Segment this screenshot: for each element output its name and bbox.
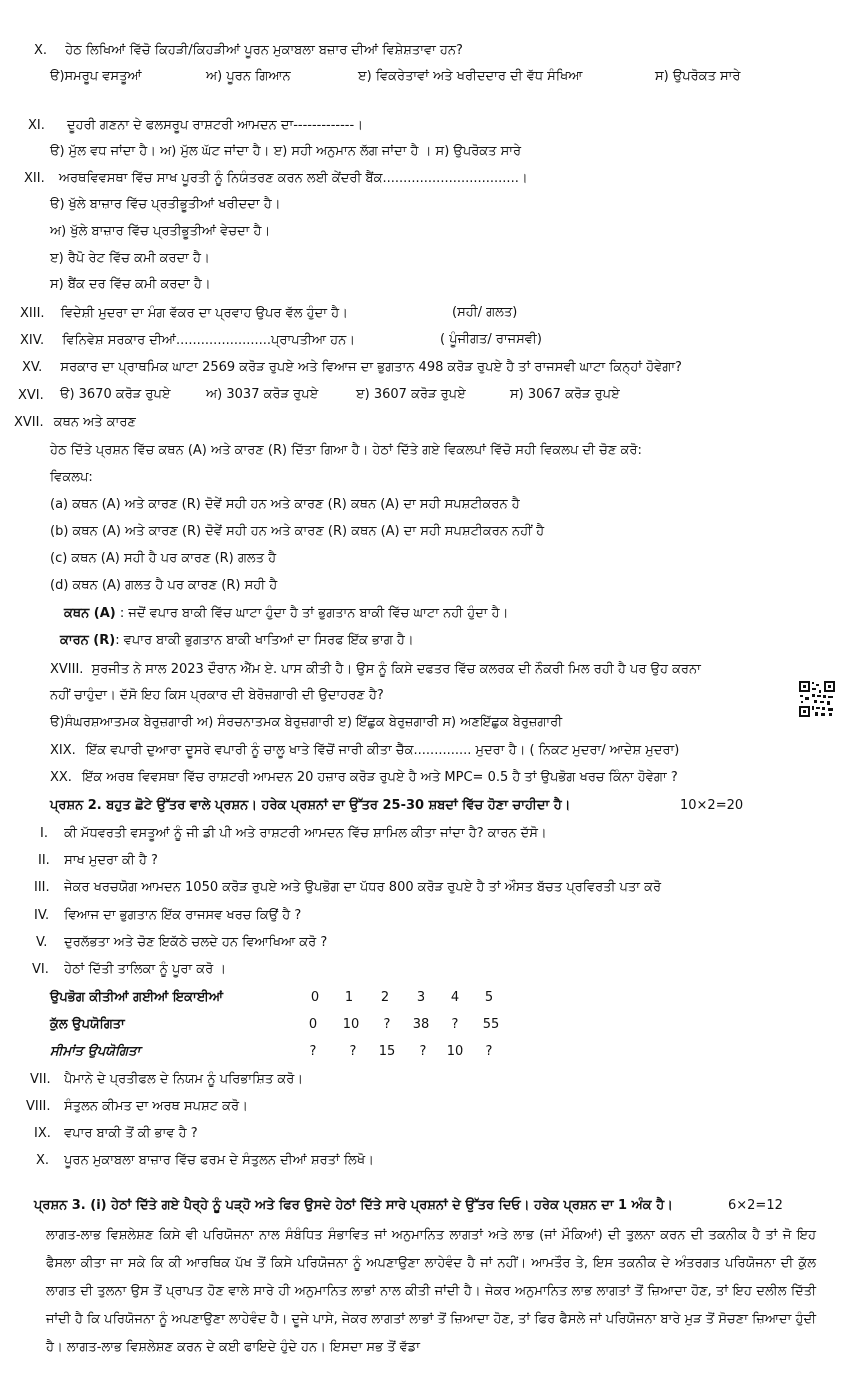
- question-text: ਵਿਦੇਸ਼ੀ ਮੁਦਰਾ ਦਾ ਮੰਗ ਵੱਕਰ ਦਾ ਪ੍ਰਵਾਹ ਉਪਰ ਵੱਲ ਹੁੰਦਾ ਹੈ।: [60, 306, 348, 321]
- question-xvi-number: XVI.: [18, 388, 44, 403]
- choice-hint: ( ਪੂੰਜੀਗਤ/ ਰਾਜਸਵੀ): [440, 332, 542, 347]
- question-number: XIX.: [50, 743, 76, 758]
- table-cell: 4: [450, 990, 460, 1005]
- question-x: [34, 42, 463, 60]
- question-text: ਵਿਨਿਵੇਸ਼ ਸਰਕਾਰ ਦੀਆਂ.......................ਪ੍ਰਾਪਤੀਆ ਹਨ।: [62, 333, 355, 348]
- option-d: ਸ) 3067 ਕਰੋੜ ਰੁਪਏ: [510, 387, 620, 402]
- section-heading-q3: ਪ੍ਰਸ਼ਨ 3. (i) ਹੇਠਾਂ ਦਿੱਤੇ ਗਏ ਪੈਰ੍ਹੇ ਨੂੰ ਪੜ੍ਹੋ ਅਤੇ ਫਿਰ ਉਸਦੇ ਹੇਠਾਂ ਦਿੱਤੇ ਸਾਰੇ ਪ੍ਰਸ਼ਨਾਂ ਦੇ ਉੱਤਰ ਦਿਓ। ਹਰੇਕ ਪ੍ਰਸ਼ਨ ਦਾ 1 ਅੰਕ ਹੈ।: [34, 1198, 673, 1213]
- option-b: ਅ) ਖੁੱਲੇ ਬਾਜ਼ਾਰ ਵਿੱਚ ਪ੍ਰਤੀਭੂਤੀਆਂ ਵੇਚਦਾ ਹੈ।: [50, 224, 271, 239]
- option-a: (a) ਕਥਨ (A) ਅਤੇ ਕਾਰਣ (R) ਦੋਵੇਂ ਸਹੀ ਹਨ ਅਤੇ ਕਾਰਣ (R) ਕਥਨ (A) ਦਾ ਸਹੀ ਸਪਸ਼ਟੀਕਰਨ ਹੈ: [50, 497, 520, 512]
- question-text: ਹੇਠ ਲਿਖਿਆਂ ਵਿੱਚੋ ਕਿਹੜੀ/ਕਿਹੜੀਆਂ ਪੂਰਨ ਮੁਕਾਬਲਾ ਬਜ਼ਾਰ ਦੀਆਂ ਵਿਸ਼ੇਸ਼ਤਾਵਾ ਹਨ?: [65, 43, 463, 58]
- question-q2-ix: [34, 1125, 198, 1143]
- option-d: ਸ) ਬੈਂਕ ਦਰ ਵਿੱਚ ਕਮੀ ਕਰਦਾ ਹੈ।: [50, 277, 211, 292]
- question-text-line1: ਸੁਰਜੀਤ ਨੇ ਸਾਲ 2023 ਦੌਰਾਨ ਐੱਮ ਏ. ਪਾਸ ਕੀਤੀ ਹੈ। ਉਸ ਨੂੰ ਕਿਸੇ ਦਫਤਰ ਵਿੱਚ ਕਲਰਕ ਦੀ ਨੌਕਰੀ ਮਿਲ ਰਹੀ ਹੈ ਪਰ ਉਹ ਕਰਨਾ: [91, 662, 701, 677]
- qr-code-icon: [798, 680, 836, 718]
- question-text: ਸੰਤੁਲਨ ਕੀਮਤ ਦਾ ਅਰਥ ਸਪਸ਼ਟ ਕਰੋ।: [64, 1099, 248, 1114]
- option-d: ਸ) ਉਪਰੋਕਤ ਸਾਰੇ: [655, 69, 741, 84]
- option-c: ੲ) ਰੈਪੋ ਰੇਟ ਵਿੱਚ ਕਮੀ ਕਰਦਾ ਹੈ।: [50, 251, 210, 266]
- question-number: VII.: [30, 1072, 51, 1087]
- question-number: IV.: [34, 908, 50, 923]
- question-number: I.: [40, 826, 48, 841]
- question-number: X.: [34, 43, 48, 58]
- question-number: II.: [38, 853, 50, 868]
- question-text: ਅਰਥਵਿਵਸਥਾ ਵਿੱਚ ਸਾਖ ਪੂਰਤੀ ਨੂੰ ਨਿਯੰਤਰਣ ਕਰਨ ਲਈ ਕੇਂਦਰੀ ਬੈਂਕ.................................।: [58, 171, 528, 186]
- question-number: XIII.: [20, 306, 45, 321]
- option-a: ੳ) ਖੁੱਲੇ ਬਾਜ਼ਾਰ ਵਿੱਚ ਪ੍ਰਤੀਭੂਤੀਆਂ ਖਰੀਦਦਾ ਹੈ।: [50, 197, 281, 212]
- question-xii: [24, 170, 528, 188]
- question-xiv: [20, 332, 355, 350]
- option-b: ਅ) 3037 ਕਰੋੜ ਰੁਪਏ: [206, 387, 319, 402]
- table-cell: 0: [308, 1017, 318, 1032]
- question-text: ਜੇਕਰ ਖਰਚਯੋਗ ਆਮਦਨ 1050 ਕਰੋੜ ਰੁਪਏ ਅਤੇ ਉਪਭੋਗ ਦਾ ਪੱਧਰ 800 ਕਰੋੜ ਰੁਪਏ ਹੈ ਤਾਂ ਔਸਤ ਬੱਚਤ ਪ੍ਰਵਿਰਤੀ ਪਤਾ ਕਰੋ: [64, 880, 662, 895]
- question-q2-iv: [34, 907, 301, 925]
- question-number: III.: [34, 880, 50, 895]
- question-title: ਕਥਨ ਅਤੇ ਕਾਰਣ: [53, 415, 136, 430]
- question-text: ਇੱਕ ਵਪਾਰੀ ਦੁਆਰਾ ਦੂਸਰੇ ਵਪਾਰੀ ਨੂੰ ਚਾਲੂ ਖਾਤੇ ਵਿੱਚੋਂ ਜਾਰੀ ਕੀਤਾ ਚੈੱਕ.............. ਮੁਦਰਾ ਹੈ। ( ਨਿਕਟ ਮੁਦਰਾ/ ਆਦੇਸ਼ ਮੁਦਰਾ): [85, 743, 680, 758]
- table-cell: ?: [349, 1044, 357, 1059]
- section-heading-q2: ਪ੍ਰਸ਼ਨ 2. ਬਹੁਤ ਛੋਟੇ ਉੱਤਰ ਵਾਲੇ ਪ੍ਰਸ਼ਨ। ਹਰੇਕ ਪ੍ਰਸ਼ਨਾਂ ਦਾ ਉੱਤਰ 25-30 ਸ਼ਬਦਾਂ ਵਿੱਚ ਹੋਣਾ ਚਾਹੀਦਾ ਹੈ।: [50, 798, 571, 813]
- option-b: ਅ) ਪੂਰਨ ਗਿਆਨ: [206, 69, 291, 84]
- question-number: X.: [36, 1153, 50, 1168]
- passage-paragraph: ਲਾਗਤ-ਲਾਭ ਵਿਸ਼ਲੇਸ਼ਣ ਕਿਸੇ ਵੀ ਪਰਿਯੋਜਨਾ ਨਾਲ ਸੰਬੰਧਿਤ ਸੰਭਾਵਿਤ ਜਾਂ ਅਨੁਮਾਨਿਤ ਲਾਗਤਾਂ ਅਤੇ ਲਾਭ (ਜਾਂ ਮੌਕਿਆਂ) ਦੀ ਤੁਲਨਾ ਕਰਨ ਦੀ ਤਕਨੀਕ ਹੈ ਤਾਂ ਜੋ ਇਹ ਫੈਸਲਾ ਕੀਤਾ ਜਾ ਸਕੇ ਕਿ ਕੀ ਆਰਥਿਕ ਪੱਖ ਤੋਂ ਕਿਸੇ ਪਰਿਯੋਜਨਾ ਨੂੰ ਅਪਣਾਉਣਾ ਲਾਹੇਵੰਦ ਹੈ ਜਾਂ ਨਹੀਂ। ਆਮਤੌਰ ਤੇ, ਇਸ ਤਕਨੀਕ ਦੇ ਅੰਤਰਗਤ ਪਰਿਯੋਜਨਾ ਦੀ ਕੁੱਲ ਲਾਗਤ ਦੀ ਤੁਲਨਾ ਉਸ ਤੋਂ ਪ੍ਰਾਪਤ ਹੋਣ ਵਾਲੇ ਸਾਰੇ ਹੀ ਅਨੁਮਾਨਿਤ ਲਾਭਾਂ ਨਾਲ ਕੀਤੀ ਜਾਂਦੀ ਹੈ। ਜੇਕਰ ਅਨੁਮਾਨਿਤ ਲਾਭ ਲਾਗਤਾਂ ਤੋਂ ਜ਼ਿਆਦਾ ਹੋਣ, ਤਾਂ ਇਹ ਦਲੀਲ ਦਿੱਤੀ ਜਾਂਦੀ ਹੈ ਕਿ ਪਰਿਯੋਜਨਾ ਨੂੰ ਅਪਣਾਉਣਾ ਲਾਹੇਵੰਦ ਹੈ। ਦੂਜੇ ਪਾਸੇ, ਜੇਕਰ ਲਾਗਤਾਂ ਲਾਭਾਂ ਤੋਂ ਜ਼ਿਆਦਾ ਹੋਣ, ਤਾਂ ਫਿਰ ਫੈਸਲੇ ਜਾਂ ਪਰਿਯੋਜਨਾ ਬਾਰੇ ਮੁੜ ਤੋਂ ਸੋਚਣਾ ਜ਼ਿਆਦਾ ਹੁੰਦੀ ਹੈ। ਲਾਗਤ-ਲਾਭ ਵਿਸ਼ਲੇਸ਼ਣ ਕਰਨ ਦੇ ਕਈ ਫਾਇਦੇ ਹੁੰਦੇ ਹਨ। ਇਸਦਾ ਸਭ ਤੋਂ ਵੱਡਾ: [46, 1228, 816, 1355]
- question-text: ਦੁਰਲੱਭਤਾ ਅਤੇ ਚੋਣ ਇਕੱਠੇ ਚਲਦੇ ਹਨ ਵਿਆਖਿਆ ਕਰੋ ?: [64, 935, 328, 950]
- question-number: XV.: [22, 360, 43, 375]
- question-number: XVII.: [14, 415, 44, 430]
- question-text: ਸਾਖ ਮੁਦਰਾ ਕੀ ਹੈ ?: [64, 853, 158, 868]
- option-a: ੳ) 3670 ਕਰੋੜ ਰੁਪਏ: [60, 387, 171, 402]
- question-number: XII.: [24, 171, 45, 186]
- table-cell: ?: [419, 1044, 427, 1059]
- question-text: ਸਰਕਾਰ ਦਾ ਪ੍ਰਾਥਮਿਕ ਘਾਟਾ 2569 ਕਰੋੜ ਰੁਪਏ ਅਤੇ ਵਿਆਜ ਦਾ ਭੁਗਤਾਨ 498 ਕਰੋੜ ਰੁਪਏ ਹੈ ਤਾਂ ਰਾਜਸਵੀ ਘਾਟਾ ਕਿਨ੍ਹਾਂ ਹੋਵੇਗਾ?: [60, 360, 682, 375]
- options-label: ਵਿਕਲਪ:: [50, 470, 93, 485]
- section-marks-q2: 10×2=20: [680, 798, 744, 813]
- question-q2-v: [36, 934, 327, 952]
- table-row-label: ਉਪਭੋਗ ਕੀਤੀਆਂ ਗਈਆਂ ਇਕਾਈਆਂ: [50, 990, 223, 1005]
- option-d: (d) ਕਥਨ (A) ਗਲਤ ਹੈ ਪਰ ਕਾਰਣ (R) ਸਹੀ ਹੈ: [50, 578, 278, 593]
- question-number: VIII.: [26, 1099, 51, 1114]
- question-xviii: [50, 661, 701, 679]
- table-cell: 0: [310, 990, 320, 1005]
- question-xi: [28, 117, 363, 135]
- instruction: ਹੇਠ ਦਿੱਤੇ ਪ੍ਰਸ਼ਨ ਵਿੱਚ ਕਥਨ (A) ਅਤੇ ਕਾਰਣ (R) ਦਿੱਤਾ ਗਿਆ ਹੈ। ਹੇਠਾਂ ਦਿੱਤੇ ਗਏ ਵਿਕਲਪਾਂ ਵਿੱਚੋ ਸਹੀ ਵਿਕਲਪ ਦੀ ਚੋਣ ਕਰੋ:: [50, 443, 642, 458]
- question-number: VI.: [32, 962, 49, 977]
- question-text: ਪੂਰਨ ਮੁਕਾਬਲਾ ਬਾਜ਼ਾਰ ਵਿੱਚ ਫਰਮ ਦੇ ਸੰਤੁਲਨ ਦੀਆਂ ਸ਼ਰਤਾਂ ਲਿਖੋ।: [64, 1153, 374, 1168]
- question-text: ਦੂਹਰੀ ਗਣਨਾ ਦੇ ਫਲਸਰੂਪ ਰਾਸ਼ਟਰੀ ਆਮਦਨ ਦਾ-------------।: [67, 118, 363, 133]
- section-marks-q3: 6×2=12: [728, 1198, 783, 1213]
- question-number: XX.: [50, 770, 72, 785]
- question-xv: [22, 359, 682, 377]
- option-b: (b) ਕਥਨ (A) ਅਤੇ ਕਾਰਣ (R) ਦੋਵੇਂ ਸਹੀ ਹਨ ਅਤੇ ਕਾਰਣ (R) ਕਥਨ (A) ਦਾ ਸਹੀ ਸਪਸ਼ਟੀਕਰਨ ਨਹੀਂ ਹੈ: [50, 524, 545, 539]
- table-row-label: ਕੁੱਲ ਉਪਯੋਗਿਤਾ: [50, 1017, 125, 1032]
- question-q2-x: [36, 1152, 374, 1170]
- question-xiii: [20, 305, 348, 323]
- assertion-label: ਕਥਨ (A): [64, 606, 116, 621]
- question-text: ਇੱਕ ਅਰਥ ਵਿਵਸਥਾ ਵਿੱਚ ਰਾਸ਼ਟਰੀ ਆਮਦਨ 20 ਹਜ਼ਾਰ ਕਰੋੜ ਰੁਪਏ ਹੈ ਅਤੇ MPC= 0.5 ਹੈ ਤਾਂ ਉਪਭੋਗ ਖਰਚ ਕਿੰਨਾ ਹੋਵੇਗਾ ?: [82, 770, 678, 785]
- table-cell: 38: [412, 1017, 430, 1032]
- question-text: ਹੇਠਾਂ ਦਿੱਤੀ ਤਾਲਿਕਾ ਨੂੰ ਪੂਰਾ ਕਰੋ ।: [64, 962, 227, 977]
- option-a: ੳ)ਸਮਰੂਪ ਵਸਤੂਆਂ: [50, 69, 142, 84]
- table-cell: ?: [309, 1044, 317, 1059]
- question-number: XIV.: [20, 333, 45, 348]
- table-cell: 3: [416, 990, 426, 1005]
- question-number: IX.: [34, 1126, 51, 1141]
- question-xix: [50, 742, 679, 760]
- question-number: V.: [36, 935, 48, 950]
- table-cell: ?: [485, 1044, 493, 1059]
- question-text-line2: ਨਹੀਂ ਚਾਹੁੰਦਾ। ਦੱਸੋ ਇਹ ਕਿਸ ਪ੍ਰਕਾਰ ਦੀ ਬੇਰੋਜ਼ਗਾਰੀ ਦੀ ਉਦਾਹਰਣ ਹੈ?: [50, 688, 384, 703]
- assertion-text: : ਜਦੋਂ ਵਪਾਰ ਬਾਕੀ ਵਿੱਚ ਘਾਟਾ ਹੁੰਦਾ ਹੈ ਤਾਂ ਭੁਗਤਾਨ ਬਾਕੀ ਵਿੱਚ ਘਾਟਾ ਨਹੀ ਹੁੰਦਾ ਹੈ।: [115, 606, 509, 621]
- option-c: ੲ) 3607 ਕਰੋੜ ਰੁਪਏ: [356, 387, 466, 402]
- reason-text: : ਵਪਾਰ ਬਾਕੀ ਭੁਗਤਾਨ ਬਾਕੀ ਖਾਤਿਆਂ ਦਾ ਸਿਰਫ ਇੱਕ ਭਾਗ ਹੈ।: [115, 633, 414, 648]
- question-xx: [50, 769, 678, 787]
- question-number: XVIII.: [50, 662, 84, 677]
- question-q2-vii: [30, 1071, 303, 1089]
- table-cell: 1: [344, 990, 354, 1005]
- table-cell: 10: [446, 1044, 464, 1059]
- question-q2-i: [40, 825, 547, 843]
- assertion: [64, 606, 508, 621]
- question-text: ਕੀ ਮੱਧਵਰਤੀ ਵਸਤੂਆਂ ਨੂੰ ਜੀ ਡੀ ਪੀ ਅਤੇ ਰਾਸ਼ਟਰੀ ਆਮਦਨ ਵਿੱਚ ਸ਼ਾਮਿਲ ਕੀਤਾ ਜਾਂਦਾ ਹੈ? ਕਾਰਨ ਦੱਸੋ।: [64, 826, 547, 841]
- question-q2-ii: [38, 852, 158, 870]
- question-q2-iii: [34, 879, 661, 897]
- question-number: XI.: [28, 118, 45, 133]
- question-text: ਪੈਮਾਨੇ ਦੇ ਪ੍ਰਤੀਫਲ ਦੇ ਨਿਯਮ ਨੂੰ ਪਰਿਭਾਸ਼ਿਤ ਕਰੋ।: [64, 1072, 304, 1087]
- options-line: ੳ)ਸੰਘਰਸ਼ਆਤਮਕ ਬੇਰੁਜ਼ਗਾਰੀ ਅ) ਸੰਰਚਨਾਤਮਕ ਬੇਰੁਜ਼ਗਾਰੀ ੲ) ਇੱਛੁਕ ਬੇਰੁਜ਼ਗਾਰੀ ਸ) ਅਣਇੱਛੁਕ ਬੇਰੁਜ਼ਗਾਰੀ: [50, 715, 563, 730]
- option-c: ੲ) ਵਿਕਰੇਤਾਵਾਂ ਅਤੇ ਖਰੀਦਦਾਰ ਦੀ ਵੱਧ ਸੰਖਿਆ: [358, 69, 583, 84]
- table-cell: ?: [383, 1017, 391, 1032]
- table-cell: 15: [378, 1044, 396, 1059]
- table-cell: ?: [451, 1017, 459, 1032]
- table-cell: 2: [380, 990, 390, 1005]
- question-text: ਵਿਆਜ ਦਾ ਭੁਗਤਾਨ ਇੱਕ ਰਾਜਸਵ ਖਰਚ ਕਿਉਂ ਹੈ ?: [64, 908, 302, 923]
- table-cell: 55: [482, 1017, 500, 1032]
- question-text: ਵਪਾਰ ਬਾਕੀ ਤੋਂ ਕੀ ਭਾਵ ਹੈ ?: [64, 1126, 198, 1141]
- table-cell: 10: [342, 1017, 360, 1032]
- table-row-label: ਸੀਮਾਂਤ ਉਪਯੋਗਿਤਾ: [50, 1044, 141, 1059]
- option-c: (c) ਕਥਨ (A) ਸਹੀ ਹੈ ਪਰ ਕਾਰਣ (R) ਗਲਤ ਹੈ: [50, 551, 277, 566]
- reason: [60, 633, 414, 648]
- question-xvii: [14, 414, 136, 432]
- reason-label: ਕਾਰਨ (R): [60, 633, 116, 648]
- choice-hint: (ਸਹੀ/ ਗਲਤ): [452, 305, 518, 320]
- question-q2-vi: [32, 961, 226, 979]
- options-line: ੳ) ਮੁੱਲ ਵਧ ਜਾਂਦਾ ਹੈ। ਅ) ਮੁੱਲ ਘੱਟ ਜਾਂਦਾ ਹੈ। ੲ) ਸਹੀ ਅਨੁਮਾਨ ਲੱਗ ਜਾਂਦਾ ਹੈ । ਸ) ਉਪਰੋਕਤ ਸਾਰੇ: [50, 144, 522, 159]
- question-q2-viii: [26, 1098, 248, 1116]
- table-cell: 5: [484, 990, 494, 1005]
